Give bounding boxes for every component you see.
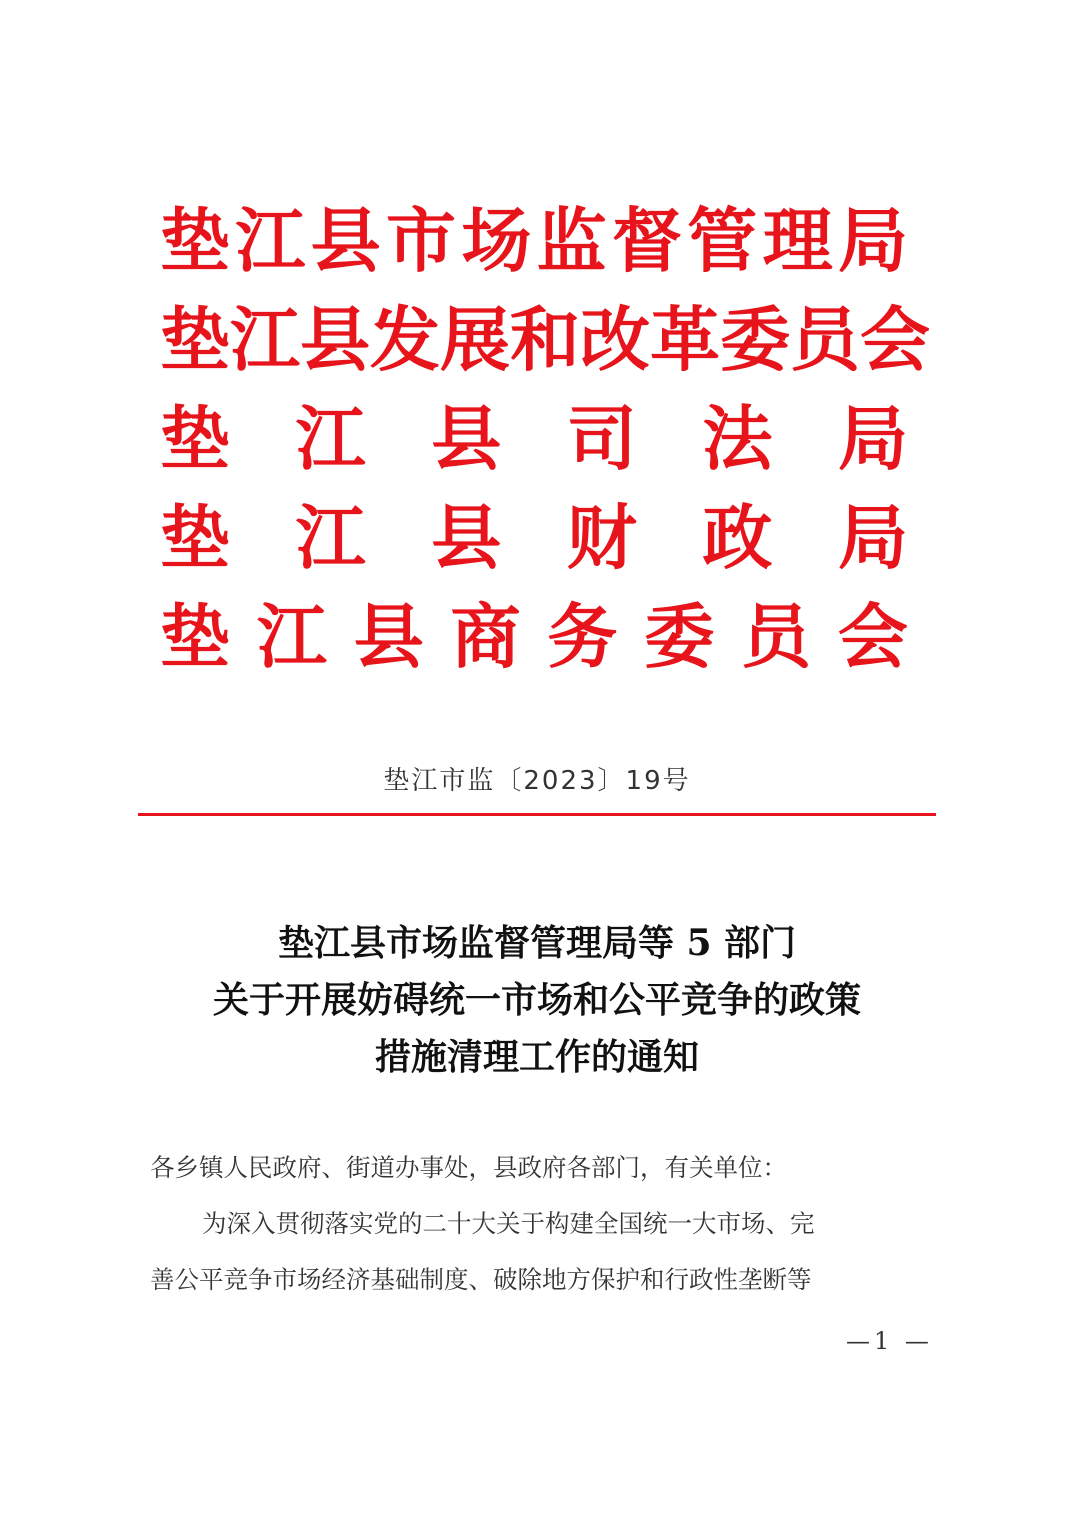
document-number: 垫江市监〔2023〕19号 <box>383 766 691 796</box>
org-line-market-supervision <box>160 192 908 291</box>
red-divider <box>138 813 936 816</box>
org-char: 垫 <box>160 200 230 282</box>
title-line: 垫江县市场监督管理局等 5 部门 <box>277 922 797 964</box>
issuing-authorities-header <box>160 192 930 687</box>
org-char: 财 <box>566 497 637 579</box>
page-number: —1 — <box>846 1327 933 1355</box>
org-char: 江 <box>295 497 366 579</box>
org-char: 县 <box>431 398 502 480</box>
org-char: 督 <box>611 200 682 282</box>
org-char: 理 <box>762 200 833 282</box>
org-char: 县 <box>300 299 370 381</box>
org-char: 务 <box>547 596 618 678</box>
org-char: 江 <box>230 299 300 381</box>
org-char: 发 <box>370 299 440 381</box>
org-line-commerce <box>160 588 908 687</box>
paragraph-line: 为深入贯彻落实党的二十大关于构建全国统一大市场、完 <box>202 1209 815 1238</box>
org-char: 革 <box>650 299 720 381</box>
org-char: 场 <box>461 200 532 282</box>
org-char: 员 <box>741 596 812 678</box>
paragraph-line: 善公平竞争市场经济基础制度、破除地方保护和行政性垄断等 <box>150 1265 812 1294</box>
org-char: 局 <box>837 200 908 282</box>
org-char: 江 <box>256 596 327 678</box>
org-char: 垫 <box>160 596 230 678</box>
document-title <box>0 915 1074 1086</box>
org-char: 展 <box>440 299 510 381</box>
org-char: 局 <box>837 398 908 480</box>
title-line: 措施清理工作的通知 <box>374 1036 699 1078</box>
org-char: 垫 <box>160 299 230 381</box>
org-char: 委 <box>720 299 790 381</box>
org-char: 县 <box>431 497 502 579</box>
org-char: 市 <box>385 200 456 282</box>
org-char: 垫 <box>160 497 230 579</box>
org-char: 江 <box>295 398 366 480</box>
org-char: 会 <box>837 596 908 678</box>
org-char: 和 <box>510 299 580 381</box>
org-char: 局 <box>837 497 908 579</box>
org-char: 监 <box>536 200 607 282</box>
org-char: 江 <box>235 200 306 282</box>
org-line-development-reform <box>160 291 930 390</box>
org-line-finance <box>160 489 908 588</box>
org-char: 垫 <box>160 398 230 480</box>
org-char: 政 <box>702 497 773 579</box>
org-char: 司 <box>566 398 637 480</box>
org-char: 管 <box>687 200 758 282</box>
title-line: 关于开展妨碍统一市场和公平竞争的政策 <box>212 979 861 1021</box>
org-char: 法 <box>702 398 773 480</box>
org-char: 会 <box>860 299 930 381</box>
org-char: 员 <box>790 299 860 381</box>
document-body <box>150 1140 922 1308</box>
salutation: 各乡镇人民政府、街道办事处，县政府各部门，有关单位： <box>150 1153 787 1182</box>
org-char: 县 <box>353 596 424 678</box>
org-char: 县 <box>310 200 381 282</box>
org-char: 商 <box>450 596 521 678</box>
org-line-justice <box>160 390 908 489</box>
org-char: 委 <box>644 596 715 678</box>
org-char: 改 <box>580 299 650 381</box>
